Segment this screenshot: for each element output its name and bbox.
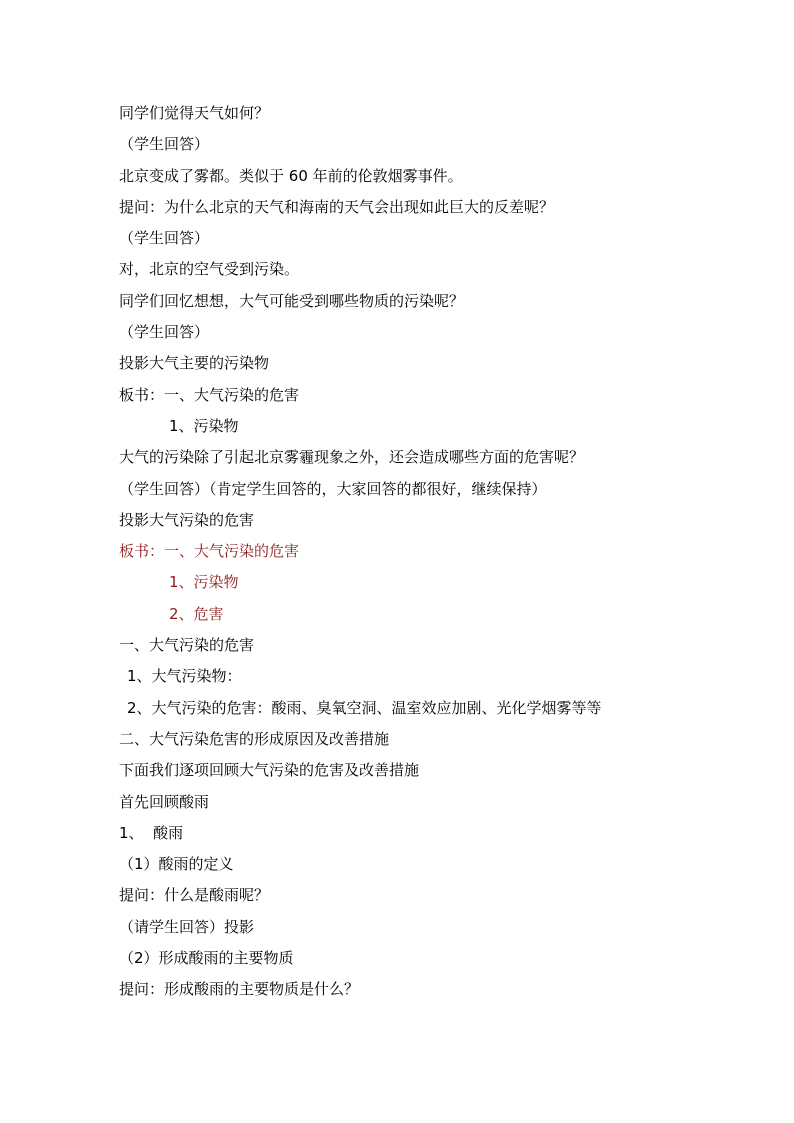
text-line: 2、危害 — [169, 604, 224, 623]
text-line: 一、大气污染的危害 — [119, 636, 255, 655]
text-line: 同学们回忆想想，大气可能受到哪些物质的污染呢？ — [119, 291, 465, 310]
text-line: 1、 酸雨 — [119, 823, 184, 842]
text-line: 2、大气污染的危害：酸雨、臭氧空洞、温室效应加剧、光化学烟雾等等 — [127, 698, 602, 717]
text-line: 对，北京的空气受到污染。 — [119, 260, 300, 279]
text-line: 投影大气主要的污染物 — [119, 354, 270, 373]
text-line: 二、大气污染危害的形成原因及改善措施 — [119, 729, 390, 748]
text-line: 投影大气污染的危害 — [119, 510, 255, 529]
text-line: 板书：一、大气污染的危害 — [119, 542, 300, 561]
text-line: 提问：形成酸雨的主要物质是什么？ — [119, 980, 360, 999]
text-line: 首先回顾酸雨 — [119, 792, 210, 811]
text-line: （学生回答） — [119, 135, 210, 154]
text-line: 同学们觉得天气如何？ — [119, 104, 270, 122]
text-line: 提问：什么是酸雨呢？ — [119, 886, 270, 905]
text-line: （学生回答）（肯定学生回答的，大家回答的都很好，继续保持） — [119, 479, 547, 498]
text-line: 提问：为什么北京的天气和海南的天气会出现如此巨大的反差呢？ — [119, 197, 555, 216]
text-line: （请学生回答）投影 — [119, 917, 255, 936]
text-line: 板书：一、大气污染的危害 — [119, 385, 300, 404]
text-line: （2）形成酸雨的主要物质 — [119, 949, 294, 968]
text-line: （学生回答） — [119, 229, 210, 248]
text-line: 1、大气污染物： — [127, 667, 242, 686]
text-line: 北京变成了雾都。类似于 60 年前的伦敦烟雾事件。 — [119, 166, 463, 185]
text-line: 大气的污染除了引起北京雾霾现象之外，还会造成哪些方面的危害呢？ — [119, 448, 585, 467]
text-line: 下面我们逐项回顾大气污染的危害及改善措施 — [119, 761, 420, 780]
text-line: （学生回答） — [119, 323, 210, 342]
text-line: （1）酸雨的定义 — [119, 855, 234, 874]
document-body — [119, 98, 679, 1006]
text-line: 1、污染物 — [169, 573, 239, 592]
text-line: 1、污染物 — [169, 416, 239, 435]
